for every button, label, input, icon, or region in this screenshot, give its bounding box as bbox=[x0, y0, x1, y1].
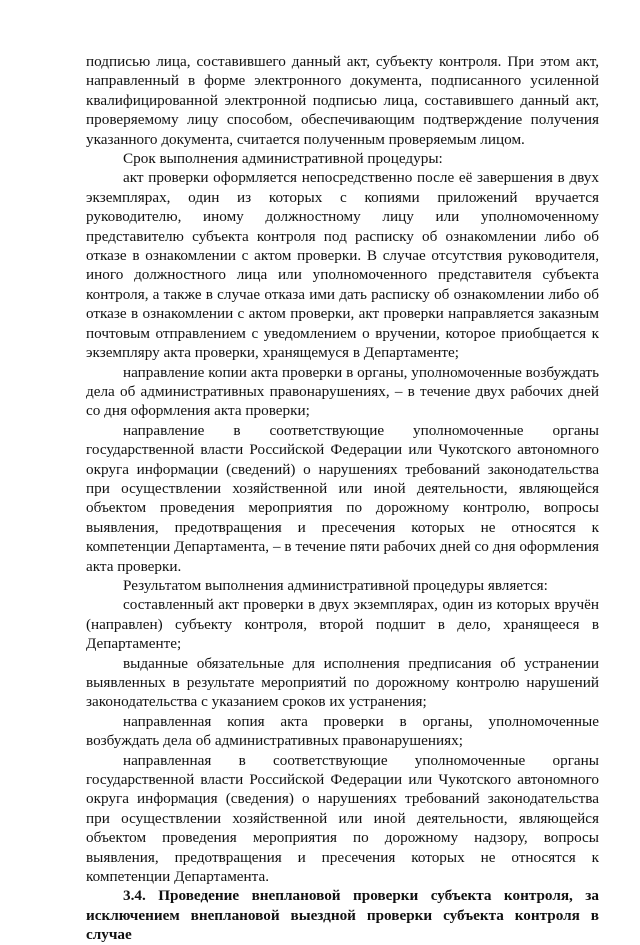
section-heading: 3.4. Проведение внеплановой проверки субъекта контроля, за исключением внеплановой выездной проверки субъекта контроля в случае bbox=[86, 887, 599, 944]
paragraph-3: акт проверки оформляется непосредственно после её завершения в двух экземплярах, один из которых с копиями приложений вручается руководителю, иному должностному лицу или уполномоченному представителю субъекта контроля под расписку об ознакомлении либо об отказе в ознакомлении с актом проверки. В случае отсутствия руководителя, иного должностного лица или уполномоченного представителя субъекта контроля, а также в случае отказа ими дать расписку об ознакомлении либо об отказе в ознакомлении с актом проверки, акт проверки направляется заказным почтовым отправлением с уведомлением о вручении, которое приобщается к экземпляру акта проверки, хранящемуся в Департаменте; bbox=[86, 169, 599, 362]
paragraph-9: направленная копия акта проверки в органы, уполномоченные возбуждать дела об административных правонарушениях; bbox=[86, 712, 599, 750]
paragraph-4: направление копии акта проверки в органы, уполномоченные возбуждать дела об административных правонарушениях, – в течение двух рабочих дней со дня оформления акта проверки; bbox=[86, 363, 599, 420]
paragraph-2: Срок выполнения административной процедуры: bbox=[123, 150, 443, 168]
document-page bbox=[86, 52, 599, 945]
paragraph-5: направление в соответствующие уполномоченные органы государственной власти Российской Федерации или Чукотского автономного округа информации (сведений) о нарушениях требований законодательства при осуществлении хозяйственной или иной деятельности, являющейся объектом проведения мероприятия по дорожному контролю, вопросы выявления, предотвращения и пресечения которых не относятся к компетенции Департамента, – в течение пяти рабочих дней со дня оформления акта проверки. bbox=[86, 421, 599, 575]
paragraph-8: выданные обязательные для исполнения предписания об устранении выявленных в результате мероприятий по дорожному контролю нарушений законодательства с указанием сроков их устранения; bbox=[86, 654, 599, 711]
paragraph-1: подписью лица, составившего данный акт, субъекту контроля. При этом акт, направленный в форме электронного документа, подписанного усиленной квалифицированной электронной подписью лица, составившего данный акт, проверяемому лицу способом, обеспечивающим подтверждение получения указанного документа, считается полученным проверяемым лицом. bbox=[86, 53, 599, 148]
paragraph-7: составленный акт проверки в двух экземплярах, один из которых вручён (направлен) субъекту контроля, второй подшит в дело, хранящееся в Департаменте; bbox=[86, 596, 599, 653]
paragraph-10: направленная в соответствующие уполномоченные органы государственной власти Российской Федерации или Чукотского автономного округа информация (сведения) о нарушениях требований законодательства при осуществлении хозяйственной или иной деятельности, являющейся объектом проведения мероприятия по дорожному надзору, вопросы выявления, предотвращения и пресечения которых не относятся к компетенции Департамента. bbox=[86, 751, 599, 886]
paragraph-6: Результатом выполнения административной процедуры является: bbox=[123, 576, 548, 594]
